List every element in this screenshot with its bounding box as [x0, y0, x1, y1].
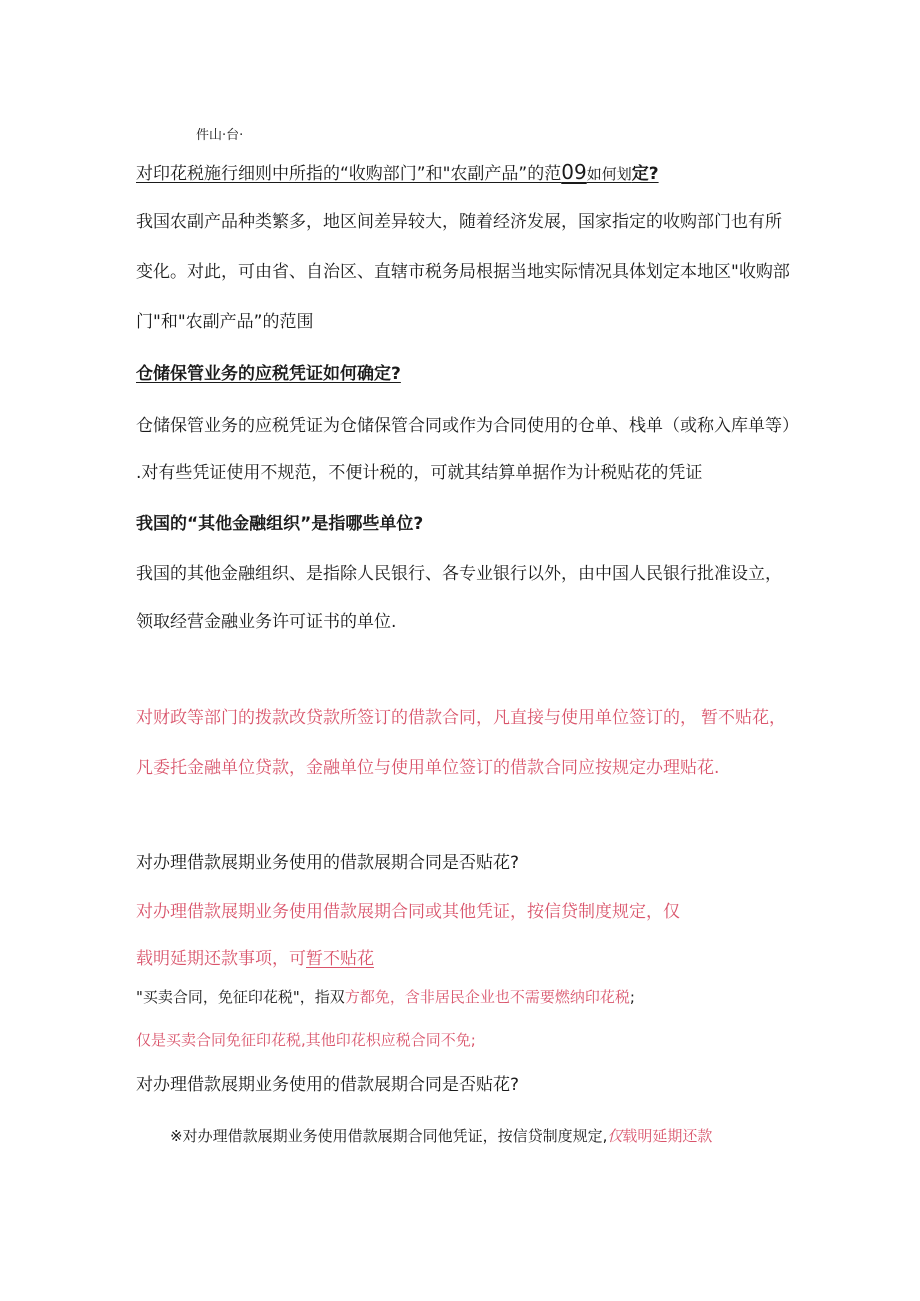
answer-4-line-2-text: 载明延期还款事项，可: [136, 949, 306, 969]
red-note-line-1: [136, 706, 786, 730]
question-1-text-b: 如何划: [586, 165, 632, 183]
note-2: 仅是买卖合同免征印花税,其他印花枳应税合同不免;: [136, 1031, 476, 1049]
red-note-line-1-emphasis: 暂不贴花，: [701, 708, 786, 728]
question-5: 对办理借款展期业务使用的借款展期合同是否贴花?: [136, 1075, 520, 1095]
note-1-text: "买卖合同，免征印花税"，指双: [136, 988, 345, 1006]
answer-4-line-2-emphasis: 暂不贴花: [306, 949, 374, 969]
answer-3-line-2: 领取经营金融业务许可证书的单位.: [136, 612, 397, 632]
answer-2-line-2: .对有些凭证使用不规范，不便计税的，可就其结算单据作为计税贴花的凭证: [136, 463, 703, 483]
note-1-red-text: 方都免，含非居民企业也不需要燃纳印花税: [344, 988, 630, 1006]
answer-1-line-1: 我国农副产品种类繁多，地区间差异较大，随着经济发展，国家指定的收购部门也有所: [136, 212, 782, 232]
question-4: 对办理借款展期业务使用的借款展期合同是否贴花?: [136, 853, 520, 873]
answer-1-line-3: 门"和"农副产品”的范围: [136, 312, 314, 332]
answer-4-line-2: [136, 947, 374, 971]
question-3: 我国的“其他金融组织”是指哪些单位?: [136, 514, 424, 534]
answer-5: [170, 1124, 712, 1148]
answer-4-line-1: 对办理借款展期业务使用借款展期合同或其他凭证，按信贷制度规定，仅: [136, 902, 680, 922]
note-1-end: ;: [629, 988, 635, 1006]
red-note-line-1-text: 对财政等部门的拨款改贷款所签订的借款合同，凡直接与使用单位签订的，: [136, 708, 697, 728]
question-1-number: 09: [561, 160, 587, 184]
question-1: [136, 160, 659, 186]
answer-3-line-1: 我国的其他金融组织、是指除人民银行、各专业银行以外，由中国人民银行批准设立，: [136, 564, 782, 584]
question-1-text-c: 定?: [631, 164, 659, 184]
answer-2-line-1: 仓储保管业务的应税凭证为仓储保管合同或作为合同使用的仓单、栈单（或称入库单等）: [136, 416, 799, 436]
question-1-text: 对印花税施行细则中所指的“收购部门”和"农副产品”的范: [136, 164, 562, 184]
answer-1-line-2: 变化。对此，可由省、自治区、直辖市税务局根据当地实际情况具体划定本地区"收购部: [136, 262, 790, 282]
answer-5-text: ※对办理借款展期业务使用借款展期合同他凭证，按信贷制度规定,: [170, 1127, 608, 1145]
answer-5-italic: 仅: [607, 1127, 623, 1145]
header-note: 件山·台·: [196, 128, 244, 143]
answer-5-red-text: 载明延期还款: [622, 1127, 713, 1145]
red-note-line-2: 凡委托金融单位贷款，金融单位与使用单位签订的借款合同应按规定办理贴花.: [136, 758, 720, 778]
question-2: 仓储保管业务的应税凭证如何确定?: [136, 364, 401, 384]
note-1: [136, 985, 635, 1009]
